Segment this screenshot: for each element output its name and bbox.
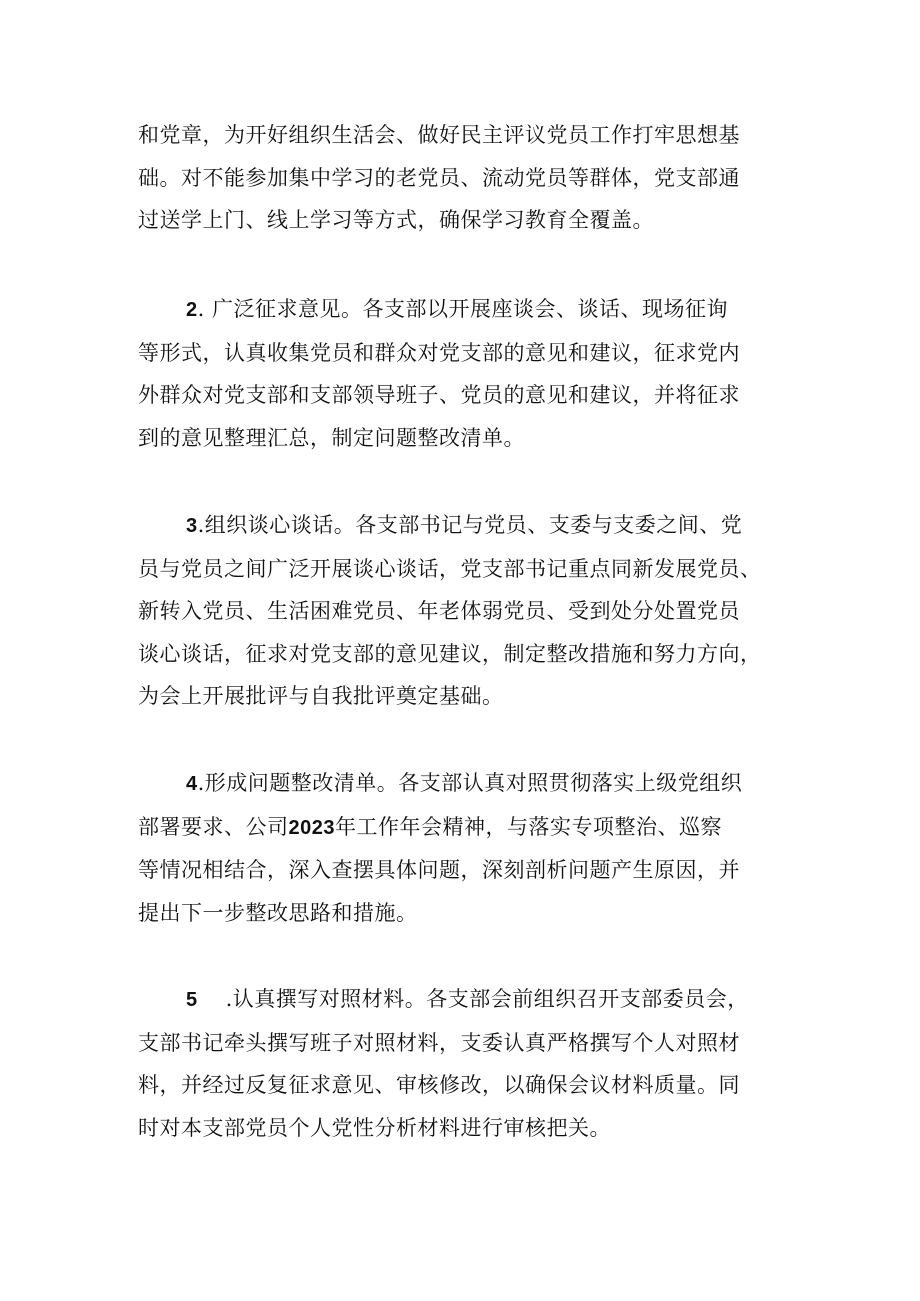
text-line-with-year [138,806,788,850]
item-number: 3 [186,515,198,537]
text-line: 新转入党员、生活困难党员、年老体弱党员、受到处分处置党员 [138,599,740,623]
text-line: 时对本支部党员个人党性分析材料进行审核把关。 [138,1115,611,1140]
text-line: 员与党员之间广泛开展谈心谈话，党支部书记重点同新发展党员、 [138,556,762,581]
text-line: 提出下一步整改思路和措施。 [138,900,418,925]
item-number: 2 [186,299,198,321]
item-heading-text: .认真撰写对照材料。各支部会前组织召开支部委员会， [225,987,749,1011]
text-line: 等情况相结合，深入查摆具体问题，深刻剖析问题产生原因，并 [138,858,740,882]
text-segment: 年工作年会精神，与落实专项整治、巡察 [335,814,722,839]
numbered-first-line [138,978,788,1022]
text-line: 谈心谈话，征求对党支部的意见建议，制定整改措施和努力方向， [138,641,762,666]
item-number: 5 [186,989,198,1011]
item-number: 4 [186,773,198,795]
paragraph-item-2 [138,288,788,459]
text-line: 过送学上门、线上学习等方式，确保学习教育全覆盖。 [138,208,654,232]
text-segment: 部署要求、公司 [138,814,289,839]
item-heading-text: .组织谈心谈话。各支部书记与党员、支委与支委之间、党 [197,513,743,537]
text-line: 外群众对党支部和支部领导班子、党员的意见和建议，并将征求 [138,383,740,407]
paragraph-item-4 [138,762,788,934]
text-line: 等形式，认真收集党员和群众对党支部的意见和建议，征求党内 [138,340,740,365]
text-line: 料，并经过反复征求意见、审核修改，以确保会议材料质量。同 [138,1073,740,1097]
year-number: 2023 [288,816,335,839]
text-line: 为会上开展批评与自我批评奠定基础。 [138,684,504,708]
text-line: 和党章，为开好组织生活会、做好民主评议党员工作打牢思想基 [138,123,740,147]
item-heading-text: . 广泛征求意见。各支部以开展座谈会、谈话、现场征询 [197,297,728,321]
numbered-first-line [138,504,788,548]
paragraph-continuation [138,114,788,242]
numbered-first-line [138,288,788,332]
numbered-first-line [138,762,788,806]
text-line: 支部书记牵头撰写班子对照材料，支委认真严格撰写个人对照材 [138,1030,740,1055]
item-heading-text: .形成问题整改清单。各支部认真对照贯彻落实上级党组织 [197,771,743,795]
paragraph-item-5 [138,978,788,1149]
text-line: 础。对不能参加集中学习的老党员、流动党员等群体，党支部通 [138,165,740,190]
text-line: 到的意见整理汇总，制定问题整改清单。 [138,425,525,450]
paragraph-item-3 [138,504,788,718]
